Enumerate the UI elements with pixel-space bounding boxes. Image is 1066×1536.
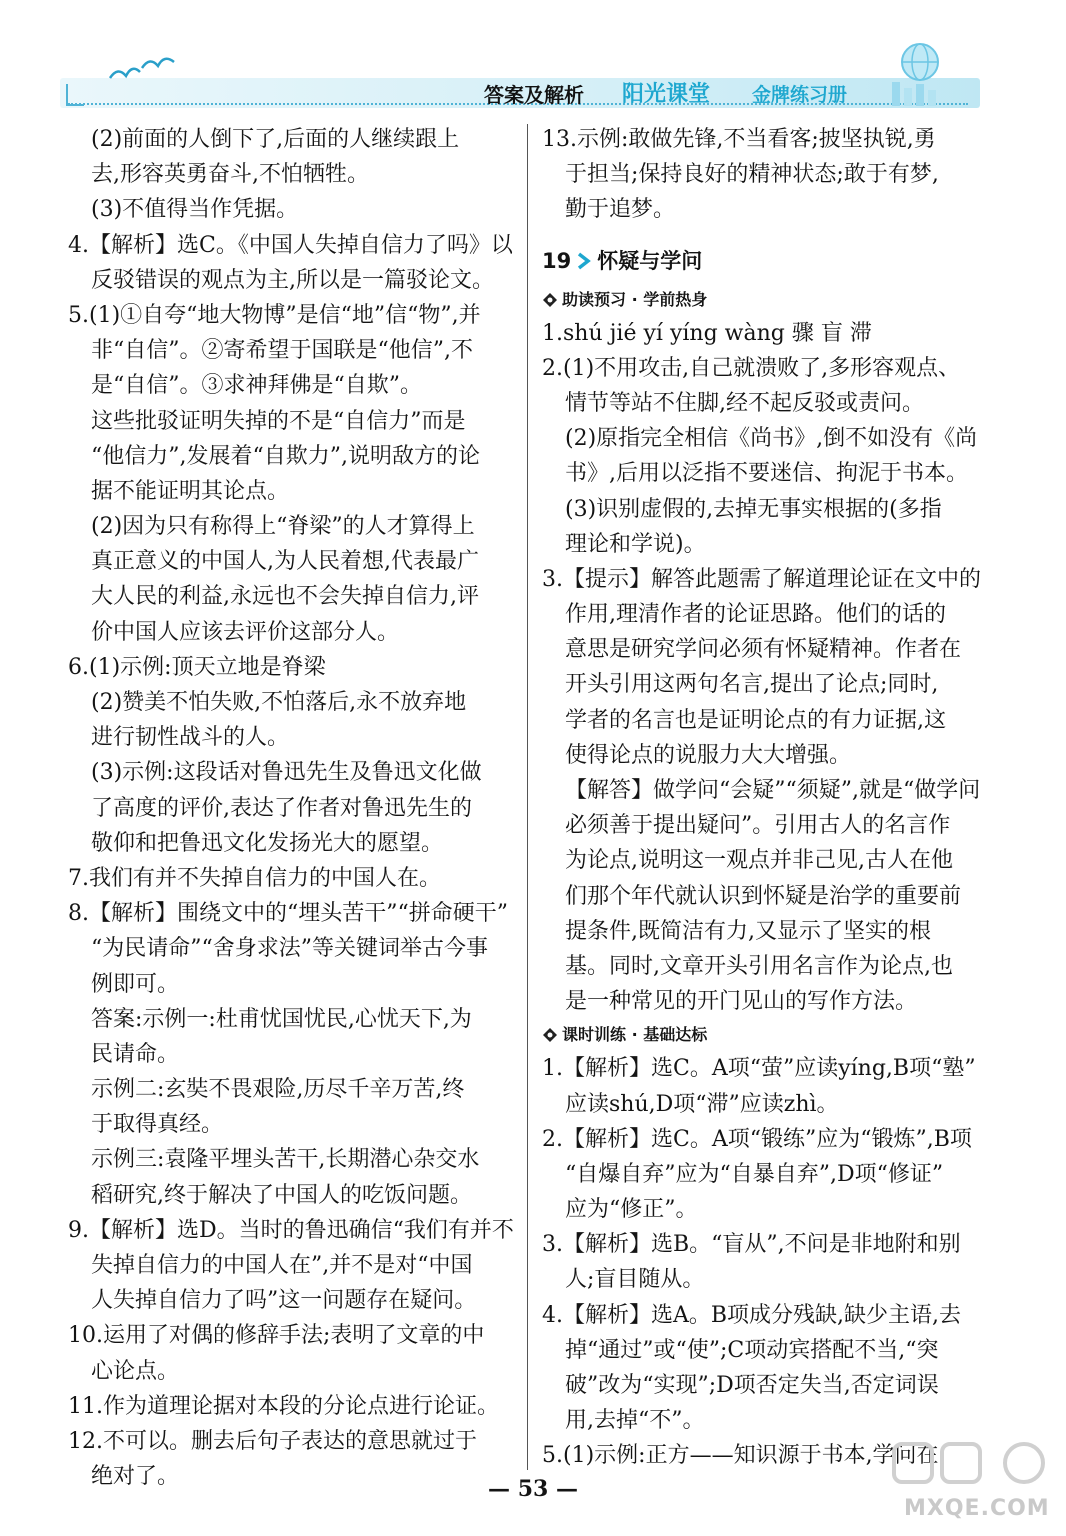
subhead-preview-text: 助读预习 · 学前热身 xyxy=(562,289,708,309)
text-line: 反驳错误的观点为主,所以是一篇驳论文。 xyxy=(91,267,494,293)
text-line: 情节等站不住脚,经不起反驳或责问。 xyxy=(565,390,924,416)
text-line: 5.(1)示例:正方——知识源于书本,学问在 xyxy=(542,1443,939,1469)
section-number: 19 xyxy=(542,248,572,273)
text-line: 非“自信”。②寄希望于国联是“他信”,不 xyxy=(91,338,473,364)
text-line: (2)原指完全相信《尚书》,倒不如没有《尚 xyxy=(565,426,978,452)
text-line: 作用,理清作者的论证思路。他们的话的 xyxy=(565,602,946,628)
text-line: 6.(1)示例:顶天立地是脊梁 xyxy=(68,654,326,680)
subhead-training xyxy=(542,1019,982,1051)
text-line: 基。同时,文章开头引用名言作为论点,也 xyxy=(565,953,953,979)
text-line: 12.不可以。删去后句子表达的意思就过于 xyxy=(68,1428,477,1454)
text-line: 是一种常见的开门见山的写作方法。 xyxy=(565,989,918,1015)
chevron-right-icon xyxy=(577,252,591,270)
text-line: “为民请命”“舍身求法”等关键词举古今事 xyxy=(91,936,488,962)
text-line: 开头引用这两句名言,提出了论点;同时, xyxy=(565,672,939,698)
globe-icon xyxy=(880,38,950,110)
text-line: 13.示例:敢做先锋,不当看客;披坚执锐,勇 xyxy=(542,127,936,152)
text-line: 稻研究,终于解决了中国人的吃饭问题。 xyxy=(91,1182,472,1208)
text-line: 绝对了。 xyxy=(91,1464,180,1490)
watermark-text: MXQE.COM xyxy=(904,1496,1050,1521)
text-line: 学者的名言也是证明论点的有力证据,这 xyxy=(565,707,946,733)
text-line: 破”改为“实现”;D项否定失当,否定词误 xyxy=(565,1373,939,1398)
text-line: 据不能证明其论点。 xyxy=(91,478,290,504)
text-line: 民请命。 xyxy=(91,1041,180,1067)
text-line: 1.shú jié yí yíng wàng 骤 盲 滞 xyxy=(542,320,872,346)
header-brand: 阳光课堂 xyxy=(622,82,711,107)
text-line: 7.我们有并不失掉自信力的中国人在。 xyxy=(68,865,441,891)
text-line: 必须善于提出疑问”。引用古人的名言作 xyxy=(565,813,951,839)
text-line: 10.运用了对偶的修辞手法;表明了文章的中 xyxy=(68,1323,485,1349)
header-series: 金牌练习册 xyxy=(752,84,848,106)
text-line: 这些批驳证明失掉的不是“自信力”而是 xyxy=(91,408,466,434)
text-line: 3.【解析】选B。“盲从”,不问是非地附和别 xyxy=(542,1232,961,1258)
text-line: 2.(1)不用攻击,自己就溃败了,多形容观点、 xyxy=(542,355,961,381)
text-line: (3)示例:这段话对鲁迅先生及鲁迅文化做 xyxy=(91,760,482,786)
text-line: 【解答】做学问“会疑”“须疑”,就是“做学问 xyxy=(565,778,981,803)
text-line: 了高度的评价,表达了作者对鲁迅先生的 xyxy=(91,795,472,821)
text-line: “自爆自弃”应为“自暴自弃”,D项“修证” xyxy=(565,1161,944,1187)
text-line: 4.【解析】选A。B项成分残缺,缺少主语,去 xyxy=(542,1302,962,1328)
text-line: 掉“通过”或“使”;C项动宾搭配不当,“突 xyxy=(565,1337,939,1363)
text-line: 示例三:袁隆平埋头苦干,长期潜心杂交水 xyxy=(91,1147,480,1173)
text-line: 于取得真经。 xyxy=(91,1112,224,1138)
text-line: 8.【解析】围绕文中的“埋头苦干”“拼命硬干” xyxy=(68,901,508,927)
text-line: “他信力”,发展着“自欺力”,说明敌方的论 xyxy=(91,443,480,469)
text-line: 意思是研究学问必须有怀疑精神。作者在 xyxy=(565,637,962,663)
text-line: 为论点,说明这一观点并非己见,古人在他 xyxy=(565,848,953,874)
text-line: 理论和学说)。 xyxy=(565,531,706,557)
subhead-training-text: 课时训练 · 基础达标 xyxy=(562,1025,708,1045)
text-line: 9.【解析】选D。当时的鲁迅确信“我们有并不 xyxy=(68,1217,514,1243)
text-line: 4.【解析】选C。《中国人失掉自信力了吗》以 xyxy=(68,232,513,258)
text-line: (2)赞美不怕失败,不怕落后,永不放弃地 xyxy=(91,690,467,715)
section-title-text: 怀疑与学问 xyxy=(597,248,703,273)
text-line: (2)因为只有称得上“脊梁”的人才算得上 xyxy=(91,514,475,540)
text-line: 心论点。 xyxy=(91,1358,180,1384)
text-line: 应为“修正”。 xyxy=(565,1197,698,1223)
left-column xyxy=(68,122,518,1494)
text-line: 5.(1)①自夸“地大物博”是信“地”信“物”,并 xyxy=(68,302,481,328)
text-line: 用,去掉“不”。 xyxy=(565,1408,705,1434)
text-line: 1.【解析】选C。A项“萤”应读yíng,B项“塾” xyxy=(542,1056,976,1082)
seagulls-icon xyxy=(108,52,178,88)
column-divider xyxy=(527,124,528,1470)
text-line: 去,形容英勇奋斗,不怕牺牲。 xyxy=(91,162,369,188)
text-line: 3.【提示】解答此题需了解道理论证在文中的 xyxy=(542,566,981,592)
header-answer-label: 答案及解析 xyxy=(484,83,584,107)
text-line: 真正意义的中国人,为人民着想,代表最广 xyxy=(91,549,479,575)
text-line: 价中国人应该去评价这部分人。 xyxy=(91,619,400,645)
text-line: 人失掉自信力了吗”这一问题存在疑问。 xyxy=(91,1288,477,1314)
text-line: 11.作为道理论据对本段的分论点进行论证。 xyxy=(68,1393,499,1419)
page-header xyxy=(0,0,1066,120)
text-line: 答案:示例一:杜甫忧国忧民,心忧天下,为 xyxy=(91,1006,472,1032)
diamond-marker-icon xyxy=(542,1027,558,1043)
text-line: 是“自信”。③求神拜佛是“自欺”。 xyxy=(91,373,422,399)
page-number: — 53 — xyxy=(488,1476,578,1502)
text-line: 于担当;保持良好的精神状态;敢于有梦, xyxy=(565,162,939,188)
text-line: 使得论点的说服力大大增强。 xyxy=(565,742,852,768)
text-line: 书》,后用以泛指不要迷信、拘泥于书本。 xyxy=(565,461,968,487)
text-line: 勤于追梦。 xyxy=(565,197,676,223)
text-line: 人;盲目随从。 xyxy=(565,1267,705,1293)
text-line: (3)不值得当作凭据。 xyxy=(91,197,299,223)
text-line: 示例二:玄奘不畏艰险,历尽千辛万苦,终 xyxy=(91,1077,465,1103)
text-line: 失掉自信力的中国人在”,并不是对“中国 xyxy=(91,1253,473,1278)
right-column xyxy=(542,122,982,1474)
text-line: 敬仰和把鲁迅文化发扬光大的愿望。 xyxy=(91,830,444,856)
text-line: 提条件,既简洁有力,又显示了坚实的根 xyxy=(565,918,931,944)
text-line: 进行韧性战斗的人。 xyxy=(91,725,290,751)
text-line: 大人民的利益,永远也不会失掉自信力,评 xyxy=(91,584,479,610)
text-line: 应读shú,D项“滞”应读zhì。 xyxy=(565,1091,839,1117)
text-line: (2)前面的人倒下了,后面的人继续跟上 xyxy=(91,127,460,152)
text-line: 例即可。 xyxy=(91,971,180,997)
watermark-logo-icon xyxy=(884,1438,1054,1498)
diamond-marker-icon xyxy=(542,292,558,308)
text-line: 2.【解析】选C。A项“锻练”应为“锻炼”,B项 xyxy=(542,1126,972,1152)
text-line: 们那个年代就认识到怀疑是治学的重要前 xyxy=(565,883,962,909)
text-line: (3)识别虚假的,去掉无事实根据的(多指 xyxy=(565,496,942,522)
subhead-preview xyxy=(542,284,982,316)
section-title xyxy=(542,238,982,284)
